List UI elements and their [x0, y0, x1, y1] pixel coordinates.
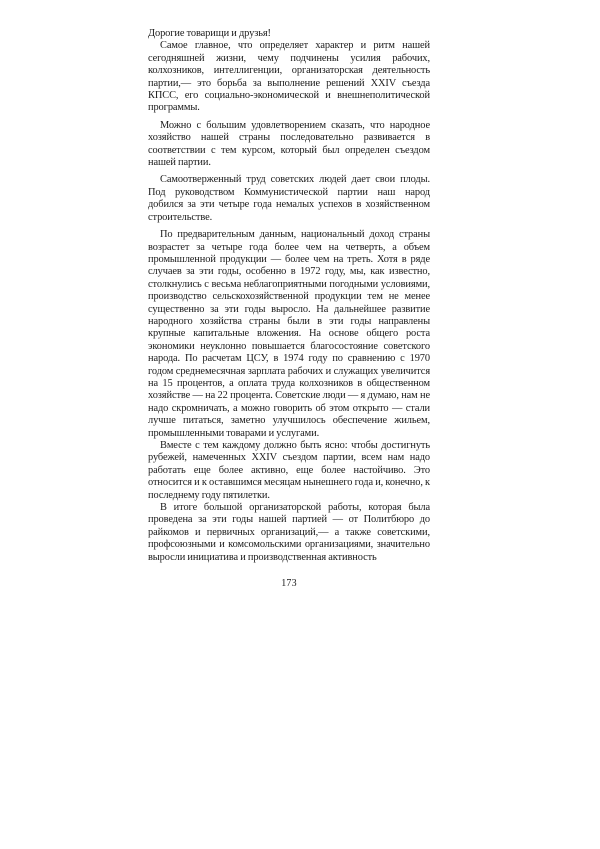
paragraph-economy-course: Можно с большим удовлетворением сказать, что народное хозяйство нашей страны последовательно развивается в соответствии с тем курсом, который был определен съездом нашей партии. — [148, 119, 430, 169]
greeting-line: Дорогие товарищи и друзья! — [148, 28, 271, 39]
paragraph-further-goals: Вместе с тем каждому должно быть ясно: чтобы достигнуть рубежей, намеченных XXIV съездом партии, всем нам надо работать еще более активно, еще более настойчиво. Это относится и к оставшимся месяцам нынешнего года и, конечно, к последнему году пятилетки. — [148, 440, 430, 501]
paragraph-main-priority: Самое главное, что определяет характер и ритм нашей сегодняшней жизни, чему подчинены усилия рабочих, колхозников, интеллигенции, организаторская деятельность партии,— это борьба за выполнение решений XXIV съезда КПСС, его социально-экономической и внешнеполитической программы. — [148, 40, 430, 114]
page-number: 173 — [281, 578, 297, 590]
paragraph-selfless-labor: Самоотверженный труд советских людей дает свои плоды. Под руководством Коммунистической партии наш народ добился за эти четыре года немалых успехов в хозяйственном строительстве. — [148, 174, 430, 223]
paragraph-national-income: По предварительным данным, национальный доход страны возрастет за четыре года более чем на четверть, а объем промышленной продукции — более чем на треть. Хотя в ряде случаев за эти годы, особенно в 1972 году, мы, как известно, столкнулись с весьма неблагоприятными погодными условиями, производство сельскохозяйственной продукции тем не менее существенно за эти годы выросло. На дальнейшее развитие народного хозяйства страны были в эти годы направлены крупные капитальные вложения. На основе общего роста экономики неуклонно повышается благосостояние советского народа. По расчетам ЦСУ, в 1974 году по сравнению с 1970 годом среднемесячная зарплата рабочих и служащих увеличится на 15 процентов, а оплата труда колхозников в общественном хозяйстве — на 22 процента. Советские люди — я думаю, нам не надо скромничать, а можно говорить об этом открыто — стали лучше питаться, заметно улучшилось обеспечение жильем, промышленными товарами и услугами. — [148, 229, 430, 439]
page-text — [148, 28, 430, 564]
book-page — [148, 28, 430, 589]
paragraph-organizational-work: В итоге большой организаторской работы, которая была проведена за эти годы нашей партией — от Политбюро до райкомов и первичных организаций,— а также советскими, профсоюзными и комсомольскими организациями, значительно выросли инициатива и производственная активность — [148, 502, 430, 563]
